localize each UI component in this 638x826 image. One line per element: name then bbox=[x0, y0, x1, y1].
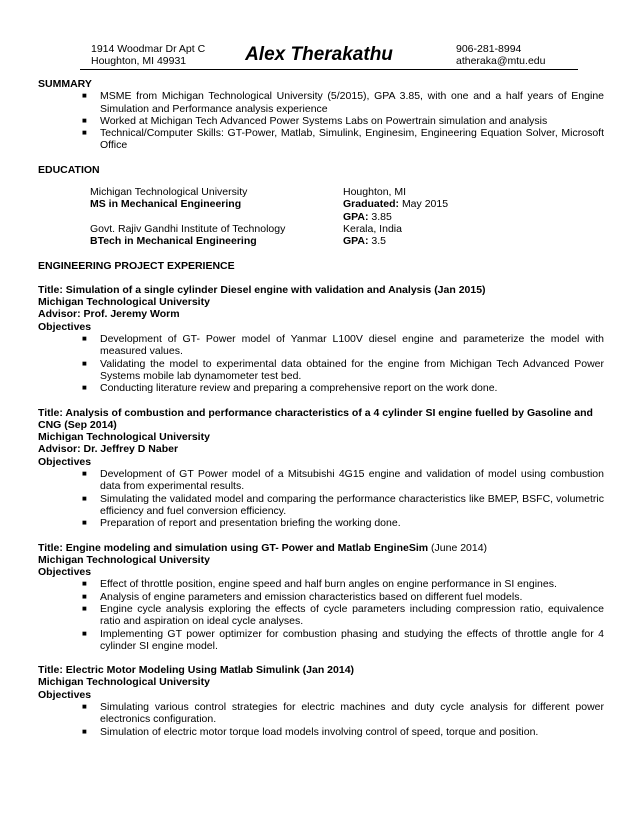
bullet-icon: ■ bbox=[82, 628, 87, 638]
bullet-icon: ■ bbox=[82, 91, 87, 101]
objective-item: ■ Conducting literature review and preparing a comprehensive report on the work done. bbox=[82, 382, 498, 395]
bullet-icon: ■ bbox=[82, 493, 87, 503]
candidate-name: Alex Therakathu bbox=[245, 44, 393, 65]
objectives-label: Objectives bbox=[38, 320, 92, 333]
objective-item: ■ Simulating various control strategies for electric machines and duty cycle analysis for different power electronics configuration. bbox=[82, 701, 604, 726]
bullet-icon: ■ bbox=[82, 115, 87, 125]
bullet-icon: ■ bbox=[82, 128, 87, 138]
bullet-icon: ■ bbox=[82, 518, 87, 528]
project-organization: Michigan Technological University bbox=[38, 431, 210, 444]
gpa-label: GPA: bbox=[343, 210, 369, 223]
education-row bbox=[90, 198, 604, 210]
objectives-label: Objectives bbox=[38, 566, 92, 579]
summary-heading: SUMMARY bbox=[38, 78, 92, 90]
project-advisor: Advisor: Dr. Jeffrey D Naber bbox=[38, 443, 179, 456]
objectives-label: Objectives bbox=[38, 688, 92, 701]
project-title: Title: Engine modeling and simulation using GT- Power and Matlab EngineSim (June 2014) bbox=[38, 541, 488, 554]
education-heading: EDUCATION bbox=[38, 163, 100, 176]
bullet-icon: ■ bbox=[82, 702, 87, 712]
education-row bbox=[90, 186, 604, 198]
bullet-icon: ■ bbox=[82, 358, 87, 368]
gpa-value: 3.85 bbox=[371, 210, 392, 223]
address-line-1: 1914 Woodmar Dr Apt C bbox=[91, 43, 206, 55]
summary-item: ■ MSME from Michigan Technological University (5/2015), GPA 3.85, with one and a half years of Engine Simulation and Performance analysis experience bbox=[82, 90, 604, 115]
school-location: Kerala, India bbox=[343, 222, 402, 235]
project-advisor: Advisor: Prof. Jeremy Worm bbox=[38, 308, 180, 321]
objective-item: ■ Preparation of report and presentation briefing the working done. bbox=[82, 517, 401, 530]
objective-item: ■ Simulating the validated model and comparing the performance characteristics like BMEP, BSFC, volumetric efficiency and fuel conversion efficiency. bbox=[82, 492, 604, 517]
graduated-label: Graduated: bbox=[343, 198, 400, 211]
bullet-icon: ■ bbox=[82, 726, 87, 736]
project-block bbox=[38, 284, 604, 395]
objective-item: ■ Effect of throttle position, engine speed and half burn angles on engine performance in SI engines. bbox=[82, 578, 557, 591]
objective-item: ■ Analysis of engine parameters and emission characteristics based on different fuel models. bbox=[82, 590, 523, 603]
header-divider bbox=[80, 69, 578, 70]
education-block bbox=[38, 186, 604, 247]
gpa-value: 3.5 bbox=[371, 235, 387, 248]
email-address: atheraka@mtu.edu bbox=[456, 55, 546, 67]
project-block bbox=[38, 542, 604, 653]
objective-item: ■ Development of GT- Power model of Yanmar L100V diesel engine and parameterize the model with measured values. bbox=[82, 333, 604, 358]
objectives-list bbox=[38, 578, 604, 652]
objective-item: ■ Development of GT Power model of a Mitsubishi 4G15 engine and validation of model using combustion data from experimental results. bbox=[82, 468, 604, 493]
objectives-list bbox=[38, 333, 604, 394]
bullet-icon: ■ bbox=[82, 334, 87, 344]
objectives-list bbox=[38, 701, 604, 738]
bullet-icon: ■ bbox=[82, 469, 87, 479]
objective-item: ■ Engine cycle analysis exploring the effects of cycle parameters including compression ratio, equivalence ratio and aspiration on ideal cycle analyses. bbox=[82, 602, 604, 628]
education-row bbox=[90, 223, 604, 235]
project-organization: Michigan Technological University bbox=[38, 553, 210, 566]
contact-block bbox=[456, 43, 545, 67]
project-title: Title: Analysis of combustion and performance characteristics of a 4 cylinder SI engine fuelled by Gasoline and CNG (Sep 2014) bbox=[38, 406, 593, 431]
degree-name: BTech in Mechanical Engineering bbox=[90, 235, 257, 248]
gpa-label: GPA: bbox=[343, 235, 369, 248]
summary-item: ■ Worked at Michigan Tech Advanced Power Systems Labs on Powertrain simulation and analysis bbox=[82, 114, 548, 127]
degree-name: MS in Mechanical Engineering bbox=[90, 198, 242, 211]
address-line-2: Houghton, MI 49931 bbox=[91, 55, 187, 67]
phone-number: 906-281-8994 bbox=[456, 43, 522, 55]
education-row bbox=[90, 211, 604, 223]
bullet-icon: ■ bbox=[82, 603, 87, 613]
project-block bbox=[38, 407, 604, 530]
objective-item: ■ Implementing GT power optimizer for combustion phasing and studying the effects of throttle angle for 4 cylinder SI engine model. bbox=[82, 627, 604, 652]
education-row bbox=[90, 235, 604, 247]
resume-content bbox=[38, 78, 604, 738]
summary-list bbox=[38, 90, 604, 151]
bullet-icon: ■ bbox=[82, 591, 87, 601]
objective-item: ■ Simulation of electric motor torque load models involving control of speed, torque and position. bbox=[82, 725, 539, 738]
project-title: Title: Simulation of a single cylinder Diesel engine with validation and Analysis (Jan 2015) bbox=[38, 283, 486, 296]
summary-item: ■ Technical/Computer Skills: GT-Power, Matlab, Simulink, Enginesim, Engineering Equation Solver, Microsoft Office bbox=[82, 127, 604, 152]
graduated-date: May 2015 bbox=[401, 198, 449, 211]
objectives-label: Objectives bbox=[38, 455, 92, 468]
school-name: Michigan Technological University bbox=[90, 186, 248, 199]
bullet-icon: ■ bbox=[82, 579, 87, 589]
project-title: Title: Electric Motor Modeling Using Matlab Simulink (Jan 2014) bbox=[38, 664, 355, 677]
bullet-icon: ■ bbox=[82, 383, 87, 393]
project-block bbox=[38, 664, 604, 738]
school-location: Houghton, MI bbox=[343, 186, 407, 199]
objectives-list bbox=[38, 468, 604, 529]
school-name: Govt. Rajiv Gandhi Institute of Technology bbox=[90, 222, 286, 235]
project-organization: Michigan Technological University bbox=[38, 296, 210, 309]
objective-item: ■ Validating the model to experimental data obtained for the engine from Michigan Tech Advanced Power Systems mobile lab dynamometer test bed. bbox=[82, 357, 604, 382]
experience-heading: ENGINEERING PROJECT EXPERIENCE bbox=[38, 259, 235, 272]
project-organization: Michigan Technological University bbox=[38, 676, 210, 689]
